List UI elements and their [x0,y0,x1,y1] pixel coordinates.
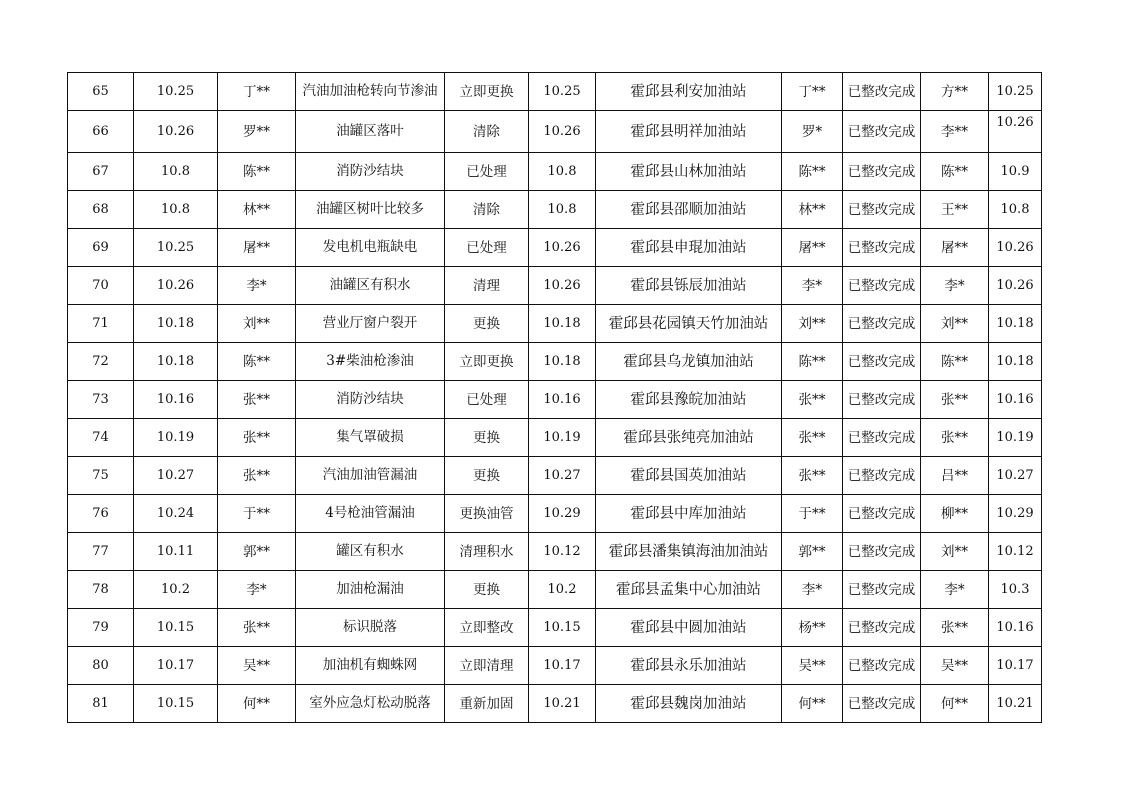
found-date-cell: 10.15 [134,609,218,647]
fix-date-cell: 10.25 [529,73,596,111]
fixer-cell: 张** [782,457,843,495]
reporter-cell: 何** [218,685,296,723]
fix-date-cell: 10.2 [529,571,596,609]
status-cell: 已整改完成 [843,571,921,609]
issue-cell: 3#柴油枪渗油 [296,343,445,381]
found-date-cell: 10.16 [134,381,218,419]
fixer-cell: 陈** [782,153,843,191]
action-cell: 更换 [445,457,529,495]
fix-date-cell: 10.18 [529,305,596,343]
row-number-cell: 80 [68,647,134,685]
station-cell: 霍邱县山林加油站 [596,153,782,191]
status-cell: 已整改完成 [843,609,921,647]
reporter-cell: 陈** [218,153,296,191]
verifier-cell: 方** [921,73,989,111]
verify-date-cell: 10.26 [989,229,1042,267]
fix-date-cell: 10.8 [529,153,596,191]
verify-date-cell: 10.25 [989,73,1042,111]
row-number-cell: 77 [68,533,134,571]
station-cell: 霍邱县潘集镇海油加油站 [596,533,782,571]
action-cell: 清理积水 [445,533,529,571]
found-date-cell: 10.27 [134,457,218,495]
action-cell: 已处理 [445,229,529,267]
table-row [68,457,1042,495]
reporter-cell: 张** [218,457,296,495]
row-number-cell: 67 [68,153,134,191]
issue-cell: 油罐区落叶 [296,111,445,153]
reporter-cell: 罗** [218,111,296,153]
reporter-cell: 郭** [218,533,296,571]
reporter-cell: 李* [218,267,296,305]
fix-date-cell: 10.21 [529,685,596,723]
status-cell: 已整改完成 [843,267,921,305]
reporter-cell: 丁** [218,73,296,111]
verify-date-cell: 10.17 [989,647,1042,685]
verifier-cell: 刘** [921,533,989,571]
row-number-cell: 75 [68,457,134,495]
issue-cell: 消防沙结块 [296,381,445,419]
table-row [68,305,1042,343]
issue-cell: 集气罩破损 [296,419,445,457]
fix-date-cell: 10.18 [529,343,596,381]
verifier-cell: 何** [921,685,989,723]
verifier-cell: 李* [921,267,989,305]
verify-date-cell: 10.26 [989,267,1042,305]
station-cell: 霍邱县张纯亮加油站 [596,419,782,457]
table-row [68,609,1042,647]
found-date-cell: 10.18 [134,305,218,343]
table-row [68,111,1042,153]
status-cell: 已整改完成 [843,647,921,685]
table-row [68,73,1042,111]
fixer-cell: 丁** [782,73,843,111]
verifier-cell: 张** [921,381,989,419]
verify-date-cell: 10.12 [989,533,1042,571]
status-cell: 已整改完成 [843,685,921,723]
verifier-cell: 李** [921,111,989,153]
table-row [68,343,1042,381]
fixer-cell: 张** [782,381,843,419]
action-cell: 更换 [445,571,529,609]
fix-date-cell: 10.15 [529,609,596,647]
fixer-cell: 罗* [782,111,843,153]
status-cell: 已整改完成 [843,229,921,267]
reporter-cell: 吴** [218,647,296,685]
table-row [68,685,1042,723]
verifier-cell: 王** [921,191,989,229]
verifier-cell: 屠** [921,229,989,267]
action-cell: 已处理 [445,381,529,419]
fixer-cell: 张** [782,419,843,457]
verify-date-cell: 10.29 [989,495,1042,533]
verify-date-cell: 10.27 [989,457,1042,495]
fix-date-cell: 10.27 [529,457,596,495]
action-cell: 立即清理 [445,647,529,685]
fix-date-cell: 10.12 [529,533,596,571]
verify-date-cell: 10.18 [989,343,1042,381]
station-cell: 霍邱县孟集中心加油站 [596,571,782,609]
verifier-cell: 张** [921,419,989,457]
fixer-cell: 陈** [782,343,843,381]
table-row [68,229,1042,267]
found-date-cell: 10.19 [134,419,218,457]
status-cell: 已整改完成 [843,343,921,381]
found-date-cell: 10.26 [134,267,218,305]
row-number-cell: 74 [68,419,134,457]
table-row [68,191,1042,229]
fix-date-cell: 10.26 [529,111,596,153]
fixer-cell: 于** [782,495,843,533]
row-number-cell: 68 [68,191,134,229]
station-cell: 霍邱县利安加油站 [596,73,782,111]
fix-date-cell: 10.26 [529,267,596,305]
action-cell: 更换 [445,305,529,343]
action-cell: 已处理 [445,153,529,191]
row-number-cell: 72 [68,343,134,381]
found-date-cell: 10.24 [134,495,218,533]
reporter-cell: 陈** [218,343,296,381]
verify-date-cell: 10.8 [989,191,1042,229]
verify-date-cell: 10.3 [989,571,1042,609]
reporter-cell: 于** [218,495,296,533]
table-row [68,495,1042,533]
issue-cell: 发电机电瓶缺电 [296,229,445,267]
found-date-cell: 10.26 [134,111,218,153]
status-cell: 已整改完成 [843,73,921,111]
fix-date-cell: 10.19 [529,419,596,457]
verifier-cell: 刘** [921,305,989,343]
verifier-cell: 陈** [921,343,989,381]
fixer-cell: 林** [782,191,843,229]
action-cell: 重新加固 [445,685,529,723]
issue-cell: 罐区有积水 [296,533,445,571]
fix-date-cell: 10.29 [529,495,596,533]
verifier-cell: 吕** [921,457,989,495]
station-cell: 霍邱县乌龙镇加油站 [596,343,782,381]
action-cell: 清除 [445,111,529,153]
row-number-cell: 66 [68,111,134,153]
issue-cell: 汽油加油管漏油 [296,457,445,495]
station-cell: 霍邱县国英加油站 [596,457,782,495]
table-row [68,419,1042,457]
fixer-cell: 刘** [782,305,843,343]
station-cell: 霍邱县花园镇天竹加油站 [596,305,782,343]
status-cell: 已整改完成 [843,457,921,495]
table-row [68,381,1042,419]
station-cell: 霍邱县邵顺加油站 [596,191,782,229]
issue-cell: 营业厅窗户裂开 [296,305,445,343]
fixer-cell: 李* [782,571,843,609]
verify-date-cell: 10.26 [989,111,1042,153]
status-cell: 已整改完成 [843,495,921,533]
table-row [68,267,1042,305]
verify-date-cell: 10.18 [989,305,1042,343]
table-row [68,647,1042,685]
station-cell: 霍邱县中库加油站 [596,495,782,533]
fixer-cell: 吴** [782,647,843,685]
status-cell: 已整改完成 [843,419,921,457]
action-cell: 立即更换 [445,73,529,111]
issue-cell: 油罐区有积水 [296,267,445,305]
action-cell: 清除 [445,191,529,229]
found-date-cell: 10.15 [134,685,218,723]
table-row [68,153,1042,191]
row-number-cell: 65 [68,73,134,111]
fixer-cell: 何** [782,685,843,723]
verifier-cell: 吴** [921,647,989,685]
station-cell: 霍邱县中圆加油站 [596,609,782,647]
row-number-cell: 78 [68,571,134,609]
row-number-cell: 81 [68,685,134,723]
reporter-cell: 刘** [218,305,296,343]
hazard-rectification-table [67,72,1042,723]
verify-date-cell: 10.16 [989,381,1042,419]
status-cell: 已整改完成 [843,191,921,229]
reporter-cell: 林** [218,191,296,229]
row-number-cell: 71 [68,305,134,343]
row-number-cell: 70 [68,267,134,305]
verify-date-cell: 10.19 [989,419,1042,457]
row-number-cell: 76 [68,495,134,533]
fixer-cell: 李* [782,267,843,305]
action-cell: 更换油管 [445,495,529,533]
reporter-cell: 张** [218,609,296,647]
fix-date-cell: 10.16 [529,381,596,419]
station-cell: 霍邱县豫皖加油站 [596,381,782,419]
fixer-cell: 郭** [782,533,843,571]
verifier-cell: 李* [921,571,989,609]
row-number-cell: 79 [68,609,134,647]
verify-date-cell: 10.21 [989,685,1042,723]
found-date-cell: 10.17 [134,647,218,685]
issue-cell: 室外应急灯松动脱落 [296,685,445,723]
reporter-cell: 张** [218,419,296,457]
found-date-cell: 10.8 [134,153,218,191]
fix-date-cell: 10.26 [529,229,596,267]
fixer-cell: 屠** [782,229,843,267]
found-date-cell: 10.8 [134,191,218,229]
reporter-cell: 张** [218,381,296,419]
station-cell: 霍邱县魏岗加油站 [596,685,782,723]
station-cell: 霍邱县铄辰加油站 [596,267,782,305]
table-body [68,73,1042,723]
verifier-cell: 柳** [921,495,989,533]
action-cell: 清理 [445,267,529,305]
found-date-cell: 10.18 [134,343,218,381]
row-number-cell: 69 [68,229,134,267]
found-date-cell: 10.2 [134,571,218,609]
table-row [68,533,1042,571]
verify-date-cell: 10.16 [989,609,1042,647]
issue-cell: 加油机有蜘蛛网 [296,647,445,685]
issue-cell: 汽油加油枪转向节渗油 [296,73,445,111]
status-cell: 已整改完成 [843,153,921,191]
action-cell: 更换 [445,419,529,457]
issue-cell: 4号枪油管漏油 [296,495,445,533]
action-cell: 立即整改 [445,609,529,647]
fix-date-cell: 10.17 [529,647,596,685]
fixer-cell: 杨** [782,609,843,647]
row-number-cell: 73 [68,381,134,419]
issue-cell: 消防沙结块 [296,153,445,191]
fix-date-cell: 10.8 [529,191,596,229]
found-date-cell: 10.25 [134,229,218,267]
table-row [68,571,1042,609]
status-cell: 已整改完成 [843,111,921,153]
station-cell: 霍邱县永乐加油站 [596,647,782,685]
issue-cell: 油罐区树叶比较多 [296,191,445,229]
verifier-cell: 陈** [921,153,989,191]
issue-cell: 标识脱落 [296,609,445,647]
verifier-cell: 张** [921,609,989,647]
status-cell: 已整改完成 [843,533,921,571]
action-cell: 立即更换 [445,343,529,381]
found-date-cell: 10.11 [134,533,218,571]
issue-cell: 加油枪漏油 [296,571,445,609]
station-cell: 霍邱县明祥加油站 [596,111,782,153]
station-cell: 霍邱县申琨加油站 [596,229,782,267]
reporter-cell: 李* [218,571,296,609]
found-date-cell: 10.25 [134,73,218,111]
status-cell: 已整改完成 [843,305,921,343]
verify-date-cell: 10.9 [989,153,1042,191]
status-cell: 已整改完成 [843,381,921,419]
reporter-cell: 屠** [218,229,296,267]
